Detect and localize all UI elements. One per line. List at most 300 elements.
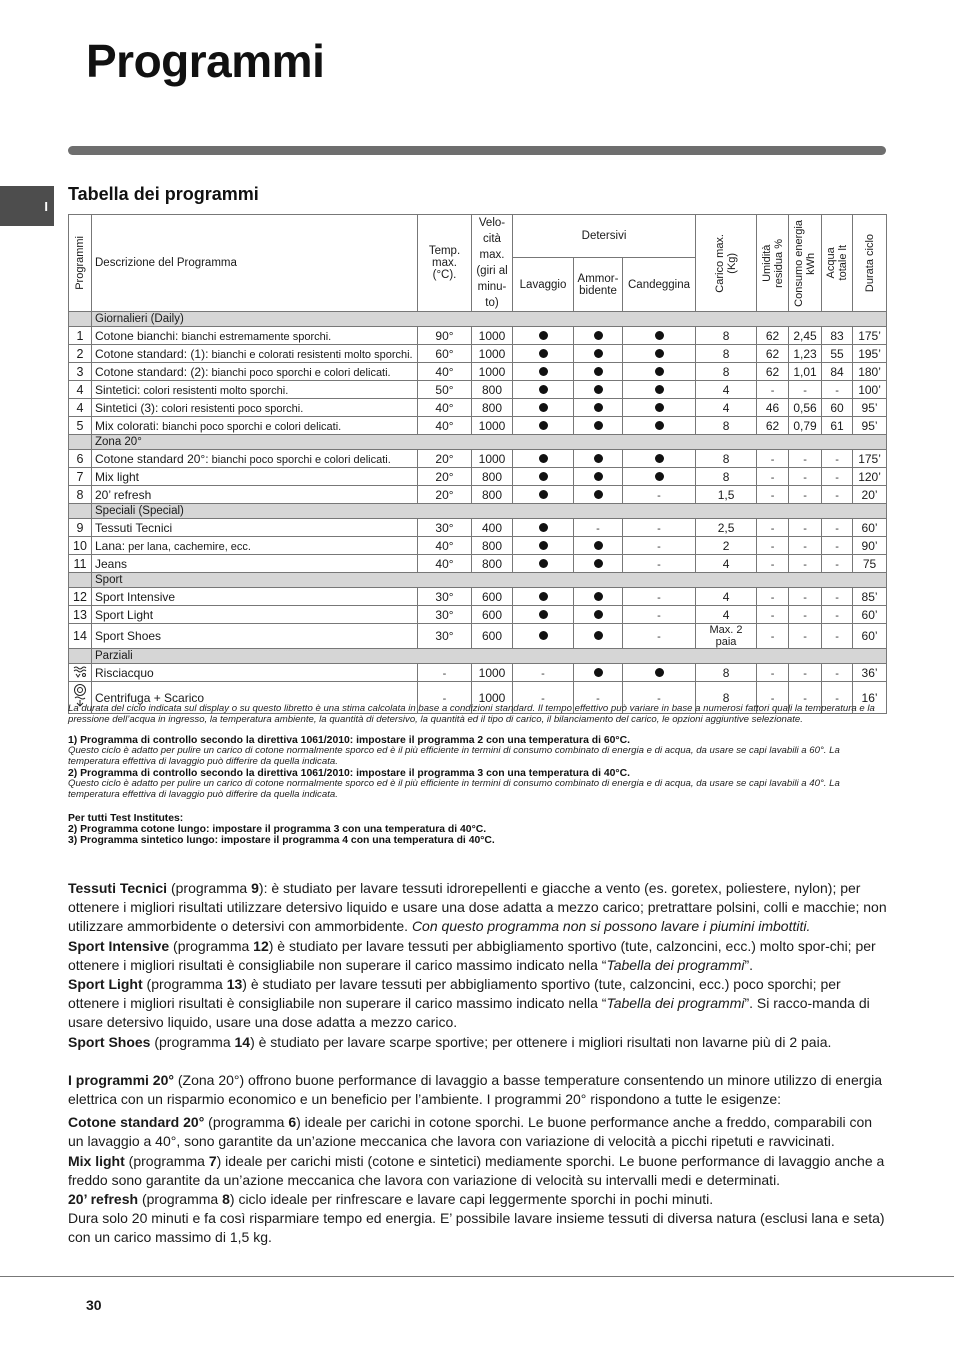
- header-ammorbidente: Ammor- bidente: [574, 258, 623, 312]
- dot-marker: [594, 559, 603, 568]
- cycle-duration-cell: 100’: [853, 381, 887, 399]
- detergent-wash-cell: [513, 486, 574, 504]
- detergent-wash-cell: -: [513, 682, 574, 714]
- detergent-bleach-cell: [623, 363, 696, 381]
- table-row: [69, 555, 887, 573]
- dot-marker: [539, 403, 548, 412]
- detergent-softener-cell: [574, 606, 623, 624]
- detergent-bleach-cell: -: [623, 682, 696, 714]
- detergent-bleach-cell: -: [623, 537, 696, 555]
- header-detersivi: Detersivi: [513, 215, 696, 258]
- residual-humidity-cell: 62: [757, 345, 789, 363]
- header-umidita: Umidità residua %: [757, 215, 789, 312]
- note-2-text: Questo ciclo è adatto per pulire un carico di cotone normalmente sporco ed è il più efficiente in termini di consumo combinato di energia e di acqua, da usare se capi lavabili a 40°. La temperatura effettiva di lavaggio può differire da quella indicata.: [68, 778, 840, 800]
- page-number: 30: [86, 1297, 102, 1313]
- dot-marker: [594, 631, 603, 640]
- energy-consumption-cell: -: [789, 555, 822, 573]
- energy-consumption-cell: 2,45: [789, 327, 822, 345]
- program-number: 11: [69, 555, 92, 573]
- total-water-cell: -: [822, 606, 853, 624]
- residual-humidity-cell: -: [757, 381, 789, 399]
- detergent-bleach-cell: -: [623, 624, 696, 649]
- cycle-duration-cell: 60’: [853, 624, 887, 649]
- disclaimer-note: La durata del ciclo indicata sul display o su questo libretto è una stima calcolata in base a condizioni standard. Il tempo effettivo può variare in base a numerosi fattori quali la temperatura e la pressione dell’acqua in ingresso, la temperatura ambiente, la quantità di detersivo, la quantità ed il tipo di carico, il bilanciamento del carico, le opzioni aggiuntive selezionate.: [68, 703, 875, 725]
- residual-humidity-cell: -: [757, 537, 789, 555]
- energy-consumption-cell: -: [789, 450, 822, 468]
- program-number: 5: [69, 417, 92, 435]
- temperature-cell: 30°: [418, 588, 472, 606]
- total-water-cell: -: [822, 381, 853, 399]
- program-number: 6: [69, 450, 92, 468]
- footer-rule: [0, 1276, 954, 1277]
- programs-table: [68, 214, 887, 714]
- dot-marker: [655, 668, 664, 677]
- spin-speed-cell: 800: [472, 486, 513, 504]
- cycle-duration-cell: 75: [853, 555, 887, 573]
- detergent-bleach-cell: -: [623, 486, 696, 504]
- detergent-softener-cell: [574, 363, 623, 381]
- cycle-duration-cell: 195’: [853, 345, 887, 363]
- program-description: Sport Shoes: [92, 624, 418, 649]
- header-programmi: Programmi: [69, 215, 92, 312]
- program-description: Lana: per lana, cachemire, ecc.: [92, 537, 418, 555]
- detergent-wash-cell: [513, 519, 574, 537]
- cycle-duration-cell: 20’: [853, 486, 887, 504]
- energy-consumption-cell: -: [789, 588, 822, 606]
- paragraph-cotone-standard-20: Cotone standard 20° (programma 6) ideale per carichi in cotone sporchi. Le buone performance anche a freddo, comparabili con un lavaggio a 40°, sono garantite da un’azione meccanica che lavora con variazione di velocità a picchi ripetuti e ravvicinati.: [68, 1114, 873, 1150]
- energy-consumption-cell: 0,79: [789, 417, 822, 435]
- table-row: [69, 327, 887, 345]
- program-description: Cotone standard: (1): bianchi e colorati resistenti molto sporchi.: [92, 345, 418, 363]
- program-number: 8: [69, 486, 92, 504]
- group-label: Giornalieri (Daily): [92, 312, 887, 327]
- temperature-cell: 50°: [418, 381, 472, 399]
- residual-humidity-cell: -: [757, 664, 789, 682]
- dot-marker: [655, 472, 664, 481]
- group-row: [69, 504, 887, 519]
- energy-consumption-cell: -: [789, 468, 822, 486]
- detergent-bleach-cell: -: [623, 588, 696, 606]
- temperature-cell: 30°: [418, 606, 472, 624]
- dot-marker: [539, 592, 548, 601]
- detergent-wash-cell: [513, 417, 574, 435]
- temperature-cell: -: [418, 664, 472, 682]
- detergent-softener-cell: [574, 588, 623, 606]
- temperature-cell: 40°: [418, 363, 472, 381]
- energy-consumption-cell: -: [789, 664, 822, 682]
- note-1-text: Questo ciclo è adatto per pulire un carico di cotone normalmente sporco ed è il più efficiente in termini di consumo combinato di energia e di acqua, da usare se capi lavabili a 60°. La temperatura effettiva di lavaggio può differire da quella indicata.: [68, 745, 840, 767]
- dot-marker: [594, 454, 603, 463]
- cycle-duration-cell: 180’: [853, 363, 887, 381]
- detergent-softener-cell: [574, 450, 623, 468]
- language-tab: I: [0, 186, 54, 226]
- max-load-cell: 8: [696, 363, 757, 381]
- program-description: Risciacquo: [92, 664, 418, 682]
- dot-marker: [539, 610, 548, 619]
- program-description: Sport Intensive: [92, 588, 418, 606]
- spin-speed-cell: 1000: [472, 327, 513, 345]
- total-water-cell: 60: [822, 399, 853, 417]
- max-load-cell: 4: [696, 588, 757, 606]
- program-number: 3: [69, 363, 92, 381]
- spin-speed-cell: 600: [472, 624, 513, 649]
- detergent-softener-cell: [574, 327, 623, 345]
- detergent-softener-cell: [574, 624, 623, 649]
- header-temp: Temp. max. (°C).: [418, 215, 472, 312]
- detergent-bleach-cell: [623, 345, 696, 363]
- spin-speed-cell: 1000: [472, 450, 513, 468]
- dot-marker: [655, 403, 664, 412]
- group-row: [69, 312, 887, 327]
- residual-humidity-cell: -: [757, 555, 789, 573]
- detergent-wash-cell: [513, 537, 574, 555]
- table-row: [69, 519, 887, 537]
- table-row: [69, 363, 887, 381]
- max-load-cell: 8: [696, 327, 757, 345]
- temperature-cell: 30°: [418, 519, 472, 537]
- detergent-softener-cell: [574, 664, 623, 682]
- paragraph-programmi-20: I programmi 20° (Zona 20°) offrono buone performance di lavaggio a basse temperature consentendo un minore utilizzo di energia elettrica con un risparmio economico e un beneficio per l’ambiente. I programmi 20° rispondono a tutte le esigenze:: [68, 1071, 883, 1108]
- max-load-cell: 8: [696, 664, 757, 682]
- spin-speed-cell: 600: [472, 588, 513, 606]
- spin-speed-cell: 1000: [472, 363, 513, 381]
- group-label: Zona 20°: [92, 435, 887, 450]
- table-row: [69, 468, 887, 486]
- cycle-duration-cell: 175’: [853, 327, 887, 345]
- rinse-icon: [72, 667, 88, 681]
- detergent-softener-cell: [574, 399, 623, 417]
- residual-humidity-cell: -: [757, 468, 789, 486]
- dot-marker: [594, 385, 603, 394]
- table-row: [69, 624, 887, 649]
- dot-marker: [539, 454, 548, 463]
- residual-humidity-cell: -: [757, 519, 789, 537]
- total-water-cell: 83: [822, 327, 853, 345]
- dot-marker: [594, 331, 603, 340]
- spin-speed-cell: 1000: [472, 345, 513, 363]
- detergent-softener-cell: -: [574, 519, 623, 537]
- note-2-title: 2) Programma di controllo secondo la direttiva 1061/2010: impostare il programma 3 con una temperatura di 40°C.: [68, 768, 630, 779]
- detergent-wash-cell: [513, 555, 574, 573]
- paragraph-20-refresh: 20’ refresh (programma 8) ciclo ideale per rinfrescare e lavare capi leggermente sporchi in pochi minuti.: [68, 1191, 714, 1208]
- energy-consumption-cell: -: [789, 537, 822, 555]
- max-load-cell: 8: [696, 450, 757, 468]
- test-institutes-title: Per tutti Test Institutes:: [68, 813, 184, 824]
- detergent-bleach-cell: [623, 381, 696, 399]
- program-description: Jeans: [92, 555, 418, 573]
- dot-marker: [594, 541, 603, 550]
- total-water-cell: 84: [822, 363, 853, 381]
- table-row: [69, 606, 887, 624]
- dot-marker: [594, 403, 603, 412]
- temperature-cell: 40°: [418, 537, 472, 555]
- header-velocita: Velo- cità max. (giri al minu- to): [472, 215, 513, 312]
- energy-consumption-cell: 0,56: [789, 399, 822, 417]
- temperature-cell: -: [418, 682, 472, 714]
- energy-consumption-cell: 1,23: [789, 345, 822, 363]
- dot-marker: [539, 523, 548, 532]
- dot-marker: [594, 490, 603, 499]
- total-water-cell: -: [822, 682, 853, 714]
- residual-humidity-cell: -: [757, 486, 789, 504]
- detergent-wash-cell: [513, 606, 574, 624]
- max-load-cell: 8: [696, 682, 757, 714]
- program-description: Cotone standard: (2): bianchi poco sporchi e colori delicati.: [92, 363, 418, 381]
- residual-humidity-cell: 46: [757, 399, 789, 417]
- detergent-bleach-cell: -: [623, 555, 696, 573]
- total-water-cell: -: [822, 468, 853, 486]
- paragraph-sport-shoes: Sport Shoes (programma 14) è studiato per lavare scarpe sportive; per ottenere i migliori risultati non lavarne più di 2 paia.: [68, 1033, 832, 1050]
- cycle-duration-cell: 16’: [853, 682, 887, 714]
- total-water-cell: -: [822, 519, 853, 537]
- total-water-cell: -: [822, 555, 853, 573]
- cycle-duration-cell: 90’: [853, 537, 887, 555]
- program-number: 12: [69, 588, 92, 606]
- spin-speed-cell: 400: [472, 519, 513, 537]
- temperature-cell: 20°: [418, 486, 472, 504]
- detergent-softener-cell: -: [574, 682, 623, 714]
- dot-marker: [594, 668, 603, 677]
- program-description: Sintetici: colori resistenti molto sporchi.: [92, 381, 418, 399]
- dot-marker: [655, 421, 664, 430]
- dot-marker: [539, 490, 548, 499]
- dot-marker: [655, 454, 664, 463]
- note-1-title: 1) Programma di controllo secondo la direttiva 1061/2010: impostare il programma 2 con una temperatura di 60°C.: [68, 735, 630, 746]
- program-number: 9: [69, 519, 92, 537]
- residual-humidity-cell: -: [757, 450, 789, 468]
- dot-marker: [594, 367, 603, 376]
- detergent-softener-cell: [574, 486, 623, 504]
- max-load-cell: 8: [696, 345, 757, 363]
- program-description: Sport Light: [92, 606, 418, 624]
- temperature-cell: 90°: [418, 327, 472, 345]
- max-load-cell: 2: [696, 537, 757, 555]
- dot-marker: [539, 541, 548, 550]
- detergent-bleach-cell: [623, 327, 696, 345]
- detergent-wash-cell: [513, 588, 574, 606]
- total-water-cell: -: [822, 486, 853, 504]
- paragraph-tessuti-tecnici: Tessuti Tecnici (programma 9): è studiato per lavare tessuti idrorepellenti e giacche a vento (es. goretex, poliestere, nylon); per ottenere i migliori risultati utilizzare detersivo liquido e usare una dose adatta a mezzo carico; pretrattare polsini, colli e macchie; non utilizzare ammorbidente o detersivi con ammorbidente. Con questo programma non si possono lavare i piumini imbottiti.: [68, 880, 887, 935]
- detergent-softener-cell: [574, 555, 623, 573]
- table-row: [69, 537, 887, 555]
- dot-marker: [539, 367, 548, 376]
- dot-marker: [655, 331, 664, 340]
- detergent-softener-cell: [574, 345, 623, 363]
- test-institutes-1: 2) Programma cotone lungo: impostare il programma 3 con una temperatura di 40°C.: [68, 824, 487, 835]
- residual-humidity-cell: 62: [757, 363, 789, 381]
- header-carico: Carico max. (Kg): [696, 215, 757, 312]
- temperature-cell: 40°: [418, 399, 472, 417]
- temperature-cell: 40°: [418, 555, 472, 573]
- header-durata: Durata ciclo: [853, 215, 887, 312]
- detergent-softener-cell: [574, 381, 623, 399]
- total-water-cell: 55: [822, 345, 853, 363]
- table-row: [69, 486, 887, 504]
- program-number: 1: [69, 327, 92, 345]
- paragraph-20-refresh-detail: Dura solo 20 minuti e fa così risparmiare tempo ed energia. E’ possibile lavare insieme tessuti di diversa natura (esclusi lana e seta) con un carico massimo di 1,5 kg.: [68, 1210, 885, 1246]
- cycle-duration-cell: 60’: [853, 606, 887, 624]
- cycle-duration-cell: 120’: [853, 468, 887, 486]
- spin-speed-cell: 1000: [472, 664, 513, 682]
- detergent-bleach-cell: [623, 417, 696, 435]
- detergent-wash-cell: [513, 381, 574, 399]
- program-number: 14: [69, 624, 92, 649]
- program-number: 4: [69, 399, 92, 417]
- group-row: [69, 649, 887, 664]
- dot-marker: [655, 385, 664, 394]
- max-load-cell: 4: [696, 606, 757, 624]
- spin-speed-cell: 1000: [472, 682, 513, 714]
- dot-marker: [655, 367, 664, 376]
- max-load-cell: 8: [696, 417, 757, 435]
- header-acqua: Acqua totale lt: [822, 215, 853, 312]
- paragraph-sport-intensive: Sport Intensive (programma 12) è studiato per lavare tessuti per abbigliamento sportivo (tute, calzoncini, ecc.) molto spor-chi; per ottenere i migliori risultati è consigliabile non superare il carico massimo indicato nella “Tabella dei programmi”.: [68, 937, 876, 973]
- total-water-cell: 61: [822, 417, 853, 435]
- program-number: 10: [69, 537, 92, 555]
- detergent-wash-cell: [513, 363, 574, 381]
- cycle-duration-cell: 85’: [853, 588, 887, 606]
- program-description: Centrifuga + Scarico: [92, 682, 418, 714]
- max-load-cell: 2,5: [696, 519, 757, 537]
- program-description: 20’ refresh: [92, 486, 418, 504]
- detergent-softener-cell: [574, 417, 623, 435]
- program-description: Mix colorati: bianchi poco sporchi e colori delicati.: [92, 417, 418, 435]
- detergent-softener-cell: [574, 468, 623, 486]
- spin-speed-cell: 800: [472, 399, 513, 417]
- total-water-cell: -: [822, 664, 853, 682]
- energy-consumption-cell: -: [789, 624, 822, 649]
- dot-marker: [594, 349, 603, 358]
- dot-marker: [539, 349, 548, 358]
- energy-consumption-cell: -: [789, 381, 822, 399]
- detergent-bleach-cell: -: [623, 519, 696, 537]
- dot-marker: [594, 421, 603, 430]
- residual-humidity-cell: -: [757, 606, 789, 624]
- max-load-cell: Max. 2 paia: [696, 624, 757, 649]
- table-row: [69, 417, 887, 435]
- detergent-wash-cell: [513, 345, 574, 363]
- header-descrizione: Descrizione del Programma: [92, 215, 418, 312]
- dot-marker: [539, 385, 548, 394]
- detergent-softener-cell: [574, 537, 623, 555]
- detergent-bleach-cell: [623, 399, 696, 417]
- total-water-cell: -: [822, 624, 853, 649]
- cycle-duration-cell: 175’: [853, 450, 887, 468]
- group-row: [69, 435, 887, 450]
- dot-marker: [539, 559, 548, 568]
- residual-humidity-cell: -: [757, 682, 789, 714]
- detergent-bleach-cell: [623, 664, 696, 682]
- residual-humidity-cell: 62: [757, 417, 789, 435]
- paragraph-sport-light: Sport Light (programma 13) è studiato per lavare tessuti per abbigliamento sportivo (tute, calzoncini, ecc.) poco sporchi; per ottenere i migliori risultati è consigliabile non superare il carico massimo indicato nella “Tabella dei programmi”. Si racco-manda di usare detersivo liquido, usare una dose adatta a mezzo carico.: [68, 976, 870, 1031]
- detergent-wash-cell: [513, 327, 574, 345]
- detergent-bleach-cell: [623, 450, 696, 468]
- max-load-cell: 1,5: [696, 486, 757, 504]
- spin-speed-cell: 800: [472, 381, 513, 399]
- table-row: [69, 345, 887, 363]
- dot-marker: [539, 331, 548, 340]
- residual-humidity-cell: 62: [757, 327, 789, 345]
- temperature-cell: 60°: [418, 345, 472, 363]
- program-description: Sintetici (3): colori resistenti poco sporchi.: [92, 399, 418, 417]
- temperature-cell: 20°: [418, 450, 472, 468]
- energy-consumption-cell: -: [789, 486, 822, 504]
- paragraph-mix-light: Mix light (programma 7) ideale per carichi misti (cotone e sintetici) mediamente sporchi. Le buone performance di lavaggio anche a freddo sono garantite da un’azione meccanica che lavora con variazione di velocità su intervalli medi e determinati.: [68, 1152, 885, 1188]
- program-description: Tessuti Tecnici: [92, 519, 418, 537]
- program-number: 4: [69, 381, 92, 399]
- max-load-cell: 8: [696, 468, 757, 486]
- total-water-cell: -: [822, 588, 853, 606]
- max-load-cell: 4: [696, 555, 757, 573]
- table-row: [69, 588, 887, 606]
- max-load-cell: 4: [696, 399, 757, 417]
- section-title: Tabella dei programmi: [68, 184, 259, 204]
- header-candeggina: Candeggina: [623, 258, 696, 312]
- spin-speed-cell: 800: [472, 468, 513, 486]
- dot-marker: [594, 592, 603, 601]
- cycle-duration-cell: 95’: [853, 417, 887, 435]
- dot-marker: [594, 610, 603, 619]
- dot-marker: [539, 421, 548, 430]
- table-row: [69, 664, 887, 682]
- temperature-cell: 40°: [418, 417, 472, 435]
- table-row: [69, 399, 887, 417]
- group-label: Speciali (Special): [92, 504, 887, 519]
- total-water-cell: -: [822, 450, 853, 468]
- program-number: 13: [69, 606, 92, 624]
- energy-consumption-cell: -: [789, 606, 822, 624]
- max-load-cell: 4: [696, 381, 757, 399]
- residual-humidity-cell: -: [757, 624, 789, 649]
- program-description: Mix light: [92, 468, 418, 486]
- detergent-wash-cell: [513, 624, 574, 649]
- detergent-wash-cell: -: [513, 664, 574, 682]
- detergent-wash-cell: [513, 450, 574, 468]
- group-label: Sport: [92, 573, 887, 588]
- program-descriptions: [68, 879, 888, 1248]
- residual-humidity-cell: -: [757, 588, 789, 606]
- temperature-cell: 30°: [418, 624, 472, 649]
- program-description: Cotone bianchi: bianchi estremamente sporchi.: [92, 327, 418, 345]
- spin-speed-cell: 800: [472, 555, 513, 573]
- cycle-duration-cell: 95’: [853, 399, 887, 417]
- dot-marker: [539, 631, 548, 640]
- dot-marker: [539, 472, 548, 481]
- temperature-cell: 20°: [418, 468, 472, 486]
- table-row: [69, 450, 887, 468]
- energy-consumption-cell: -: [789, 682, 822, 714]
- detergent-bleach-cell: [623, 468, 696, 486]
- program-number: 2: [69, 345, 92, 363]
- energy-consumption-cell: -: [789, 519, 822, 537]
- spin-speed-cell: 800: [472, 537, 513, 555]
- dot-marker: [655, 349, 664, 358]
- energy-consumption-cell: 1,01: [789, 363, 822, 381]
- detergent-wash-cell: [513, 468, 574, 486]
- dot-marker: [594, 472, 603, 481]
- cycle-duration-cell: 36’: [853, 664, 887, 682]
- program-description: Cotone standard 20°: bianchi poco sporchi e colori delicati.: [92, 450, 418, 468]
- table-row: [69, 381, 887, 399]
- group-label: Parziali: [92, 649, 887, 664]
- program-number: [69, 664, 92, 682]
- test-institutes-2: 3) Programma sintetico lungo: impostare il programma 4 con una temperatura di 40°C.: [68, 835, 495, 846]
- title-rule: [68, 146, 886, 155]
- total-water-cell: -: [822, 537, 853, 555]
- spin-speed-cell: 600: [472, 606, 513, 624]
- page-title: Programmi: [86, 35, 325, 87]
- cycle-duration-cell: 60’: [853, 519, 887, 537]
